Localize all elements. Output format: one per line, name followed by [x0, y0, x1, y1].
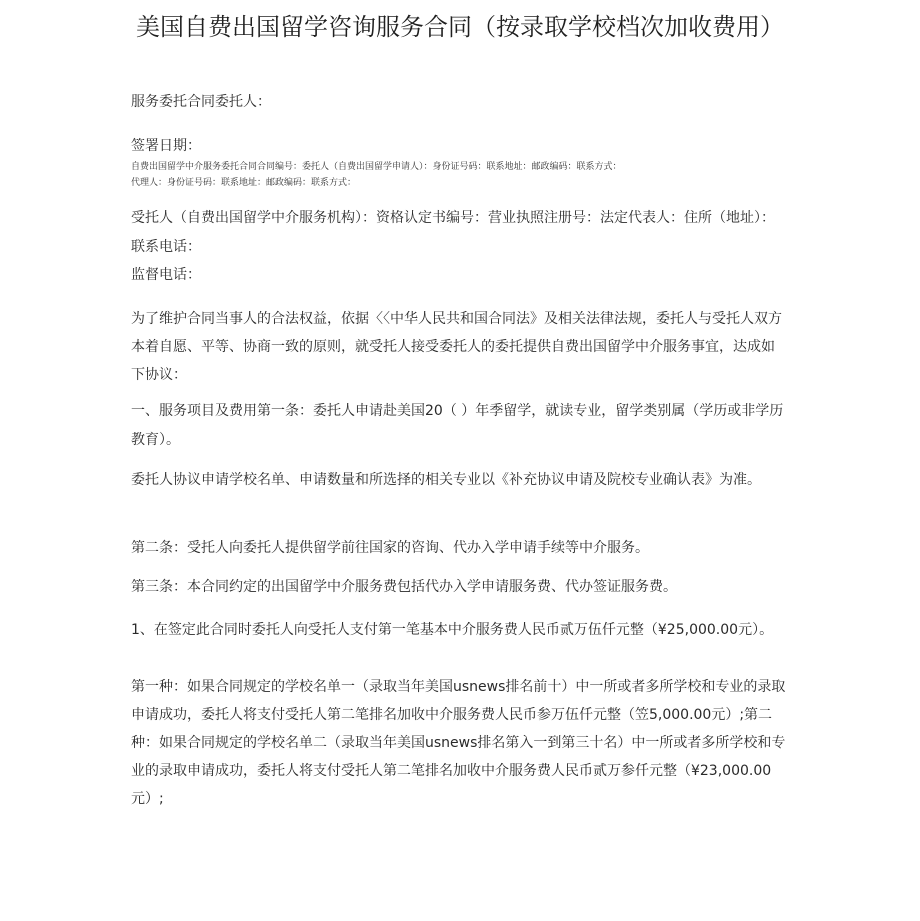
document-title: 美国自费出国留学咨询服务合同（按录取学校档次加收费用） — [136, 13, 784, 41]
agent-paragraph: 受托人（自费出国留学中介服务机构）：资格认定书编号：营业执照注册号：法定代表人：住所（地址）：联系电话： — [131, 210, 775, 255]
supervision-phone: 监督电话： — [131, 267, 201, 283]
client-info-line: 自费出国留学中介服务委托合同合同编号：委托人（自费出国留学申请人）：身份证号码：联系地址：邮政编码：联系方式： — [131, 162, 622, 172]
client-line: 服务委托合同委托人： — [131, 94, 271, 110]
proxy-info-line: 代理人：身份证号码：联系地址：邮政编码：联系方式： — [131, 178, 357, 188]
article-3: 第三条：本合同约定的出国留学中介服务费包括代办入学申请服务费、代办签证服务费。 — [131, 579, 677, 595]
article-1: 一、服务项目及费用第一条：委托人申请赴美国20（ ）年季留学，就读专业，留学类别属（学历或非学历教育）。 — [131, 403, 784, 448]
sign-date: 签署日期： — [131, 138, 201, 154]
fee-1: 1、在签定此合同时委托人向受托人支付第一笔基本中介服务费人民币贰万伍仟元整（¥25,000.00元）。 — [131, 622, 774, 638]
fee-tiers-paragraph: 第一种：如果合同规定的学校名单一（录取当年美国usnews排名前十）中一所或者多所学校和专业的录取申请成功，委托人将支付受托人第二笔排名加收中介服务费人民币参万伍仟元整（笠5,000.00元）;第二种：如果合同规定的学校名单二（录取当年美国usnews排名第入一到第三十名）中一所或者多所学校和专业的录取申请成功，委托人将支付受托人第二笔排名加收中介服务费人民币贰万参仟元整（¥23,000.00元）; — [131, 679, 786, 807]
school-list-note: 委托人协议申请学校名单、申请数量和所选择的相关专业以《补充协议申请及院校专业确认表》为准。 — [131, 472, 761, 488]
article-2: 第二条：受托人向委托人提供留学前往国家的咨询、代办入学申请手续等中介服务。 — [131, 540, 649, 556]
preamble-paragraph: 为了维护合同当事人的合法权益，依据〈〈中华人民共和国合同法》及相关法律法规，委托人与受托人双方本着自愿、平等、协商一致的原则，就受托人接受委托人的委托提供自费出国留学中介服务事宜，达成如下协议： — [131, 311, 782, 383]
